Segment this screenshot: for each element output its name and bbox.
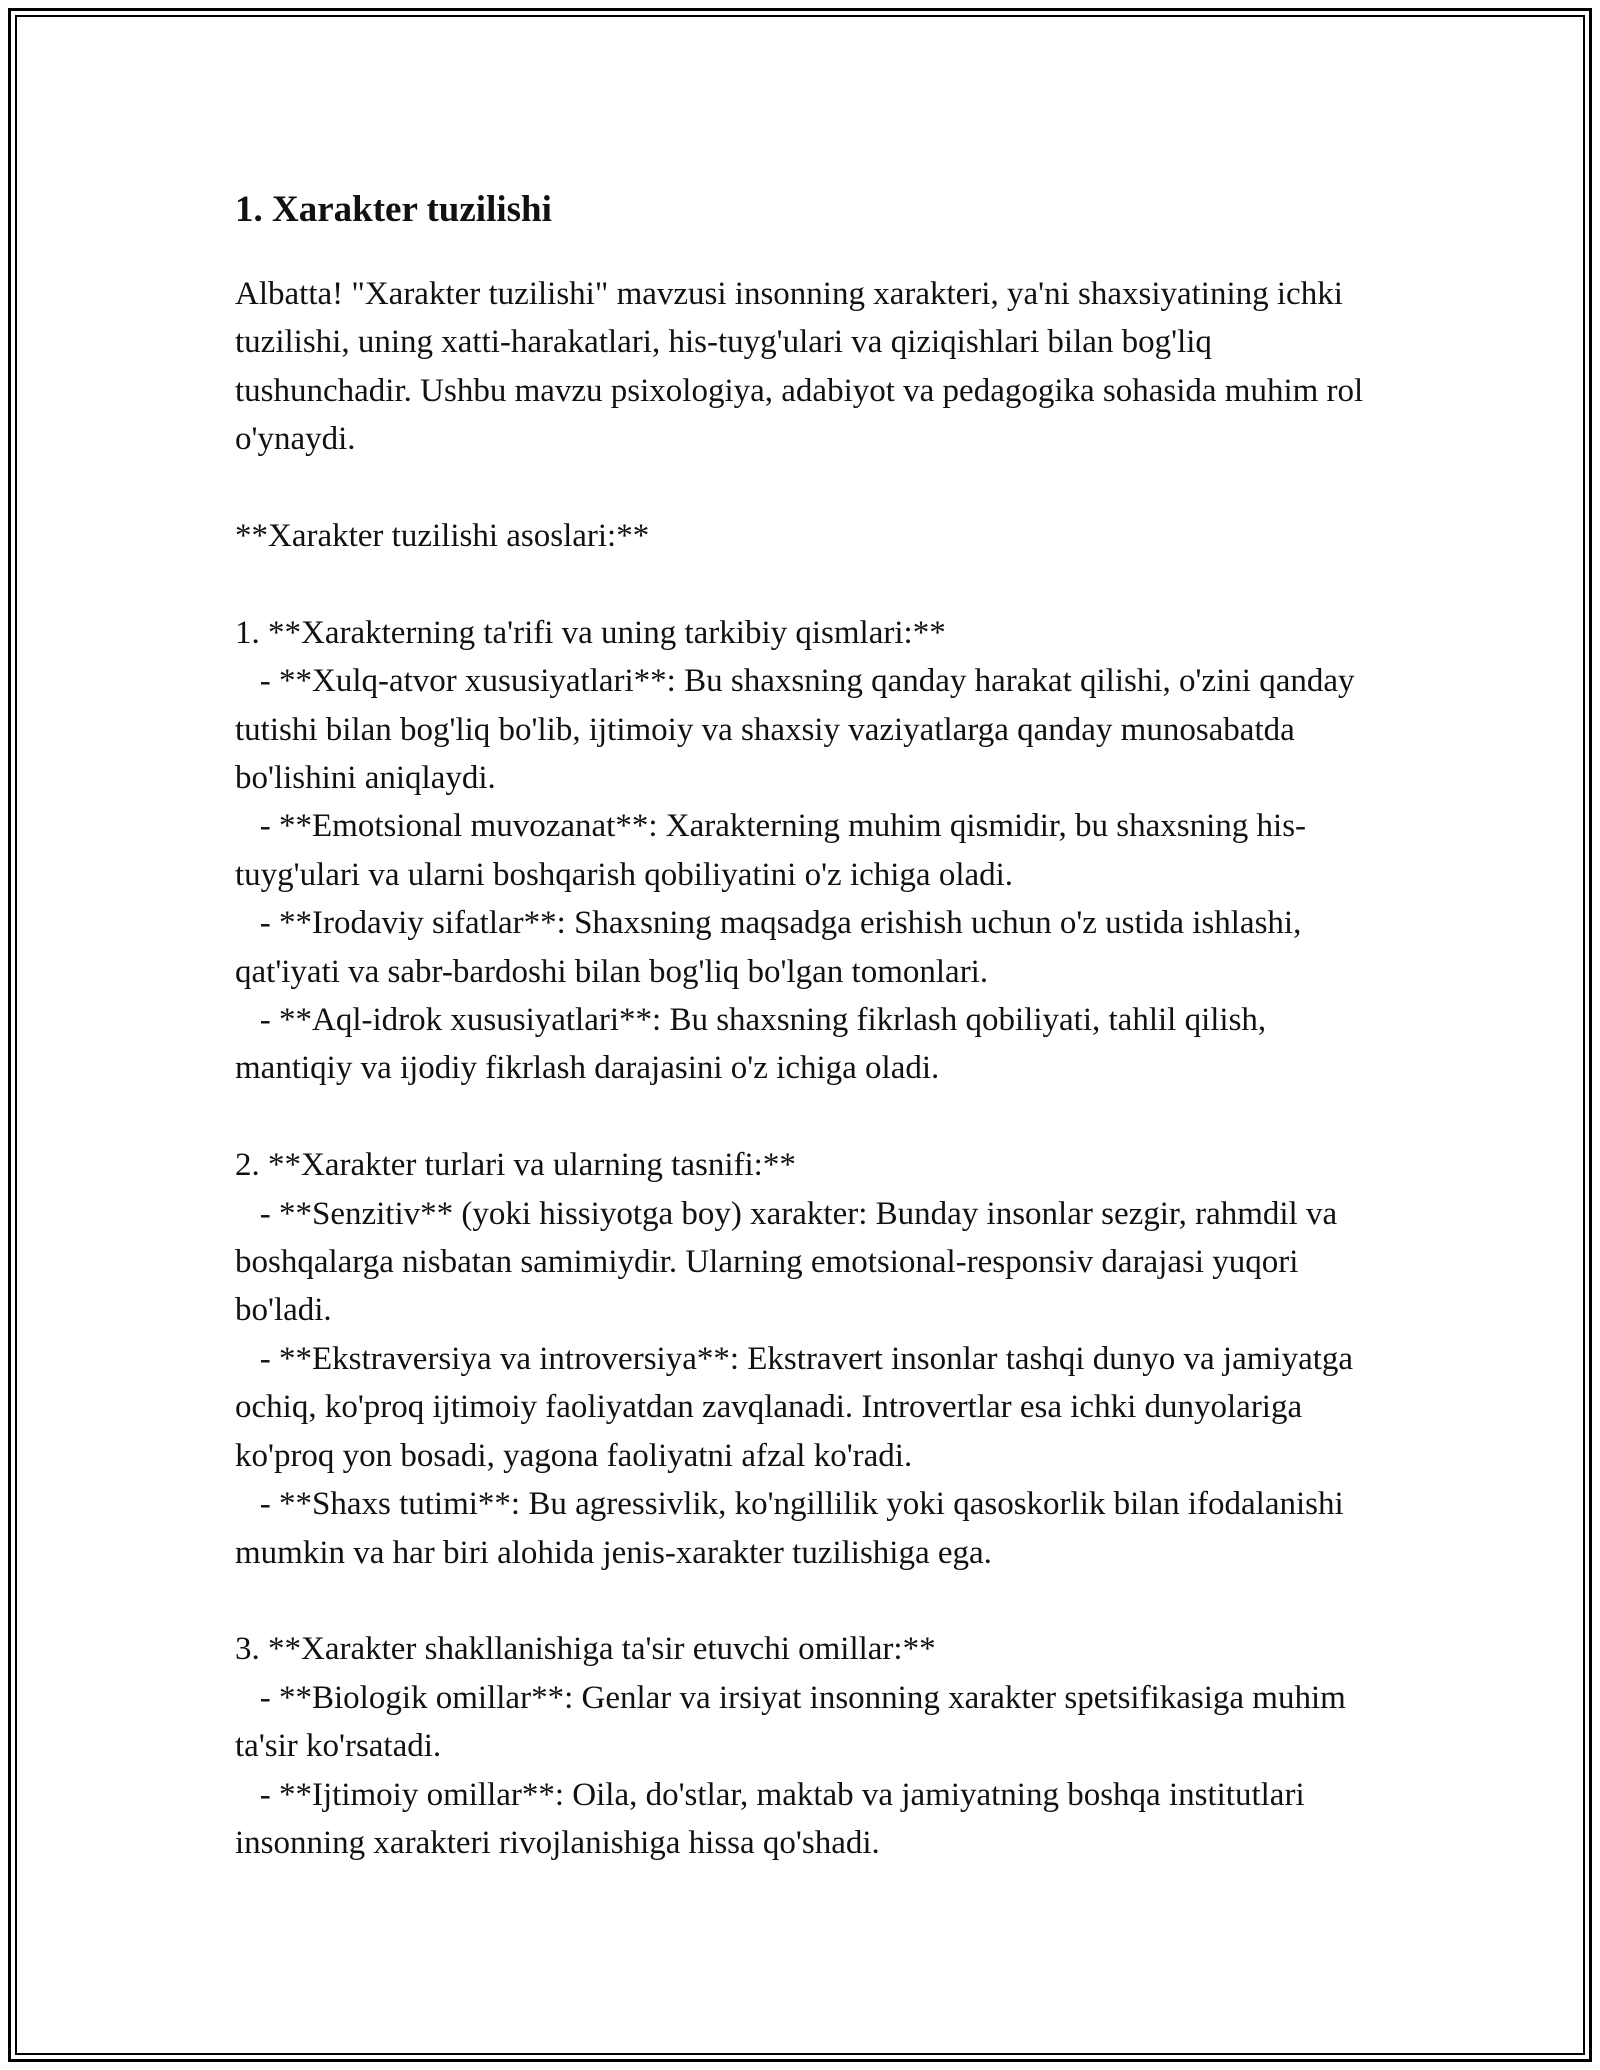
list-subitem: - **Shaxs tutimi**: Bu agressivlik, ko'ngillilik yoki qasoskorlik bilan ifodalanishi mumkin va har biri alohida jenis-xarakter tuzilishiga ega. bbox=[235, 1486, 1352, 1571]
list-subitem: - **Ijtimoiy omillar**: Oila, do'stlar, maktab va jamiyatning boshqa institutlari insonning xarakteri rivojlanishiga hissa qo'shadi. bbox=[235, 1776, 1313, 1861]
list-subitem: - **Irodaviy sifatlar**: Shaxsning maqsadga erishish uchun o'z ustida ishlashi, qat'iyati va sabr-bardoshi bilan bog'liq bo'lgan tomonlari. bbox=[235, 905, 1310, 990]
blank-line bbox=[235, 1093, 1375, 1141]
list-subitem: - **Xulq-atvor xususiyatlari**: Bu shaxsning qanday harakat qilishi, o'zini qanday tutishi bilan bog'liq bo'lib, ijtimoiy va shaxsiy vaziyatlarga qanday munosabatda bo'lishini aniqlaydi. bbox=[235, 663, 1363, 797]
blank-line bbox=[235, 1577, 1375, 1625]
list-subitem: - **Ekstraversiya va introversiya**: Ekstravert insonlar tashqi dunyo va jamiyatga ochiq, ko'proq ijtimoiy faoliyatdan zavqlanadi. Introvertlar esa ichki dunyolariga ko'proq yon bosadi, yagona faoliyatni afzal ko'radi. bbox=[235, 1340, 1362, 1474]
document-body bbox=[235, 186, 1375, 1867]
blank-line bbox=[235, 464, 1375, 512]
intro-paragraph: Albatta! "Xarakter tuzilishi" mavzusi insonning xarakteri, ya'ni shaxsiyatining ichki tuzilishi, uning xatti-harakatlari, his-tuyg'ulari va qiziqishlari bilan bog'liq tushunchadir. Ushbu mavzu psixologiya, adabiyot va pedagogika sohasida muhim rol o'ynaydi. bbox=[235, 276, 1372, 458]
list-item-heading: 1. **Xarakterning ta'rifi va uning tarkibiy qismlari:** bbox=[235, 614, 946, 651]
blank-line bbox=[235, 560, 1375, 608]
list-subitem: - **Aql-idrok xususiyatlari**: Bu shaxsning fikrlash qobiliyati, tahlil qilish, mantiqiy va ijodiy fikrlash darajasini o'z ichiga oladi. bbox=[235, 1002, 1275, 1087]
list-subitem: - **Senzitiv** (yoki hissiyotga boy) xarakter: Bunday insonlar sezgir, rahmdil va boshqalarga nisbatan samimiydir. Ularning emotsional-responsiv darajasi yuqori bo'ladi. bbox=[235, 1195, 1346, 1329]
section-heading: **Xarakter tuzilishi asoslari:** bbox=[235, 518, 650, 555]
list-item-heading: 3. **Xarakter shakllanishiga ta'sir etuvchi omillar:** bbox=[235, 1631, 936, 1668]
list-subitem: - **Emotsional muvozanat**: Xarakterning muhim qismidir, bu shaxsning his-tuyg'ulari va ularni boshqarish qobiliyatini o'z ichiga oladi. bbox=[235, 808, 1307, 893]
list-item-heading: 2. **Xarakter turlari va ularning tasnifi:** bbox=[235, 1147, 796, 1184]
document-title: 1. Xarakter tuzilishi bbox=[235, 189, 552, 230]
list-subitem: - **Biologik omillar**: Genlar va irsiyat insonning xarakter spetsifikasiga muhim ta'sir ko'rsatadi. bbox=[235, 1679, 1355, 1765]
